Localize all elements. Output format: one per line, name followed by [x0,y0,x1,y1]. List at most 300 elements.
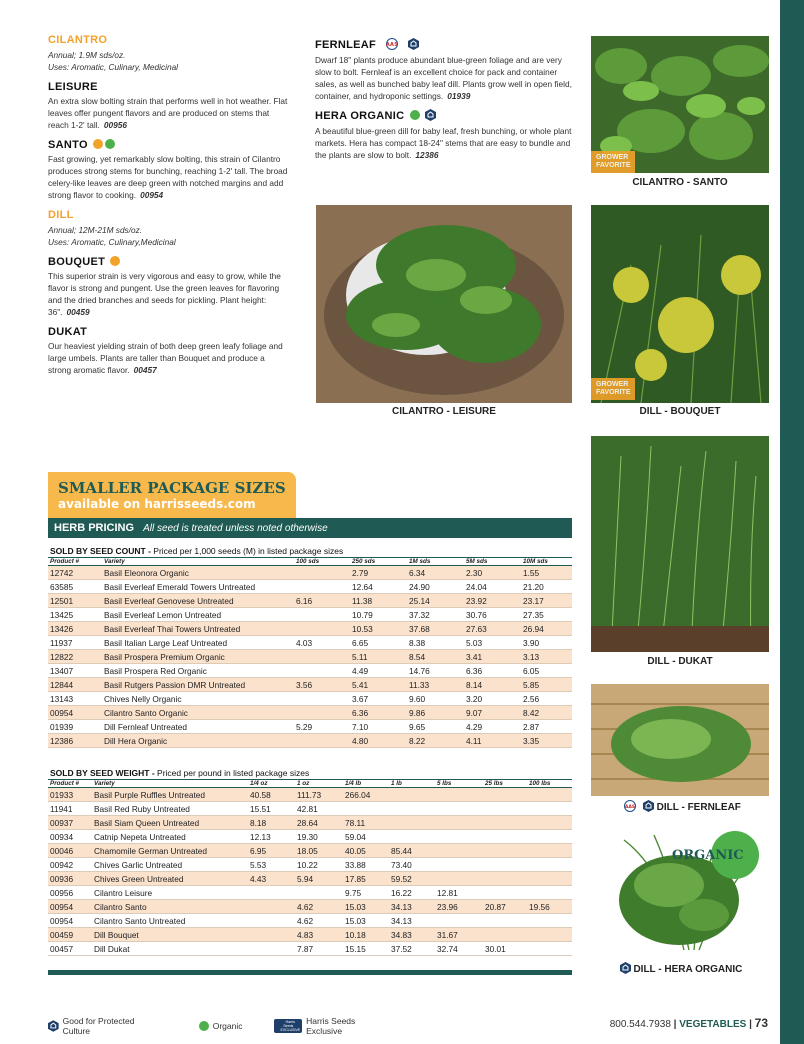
caption-dill-dukat: DILL - DUKAT [647,656,713,667]
grower-favorite-line1: GROWER [596,381,629,388]
table-cell: 2.56 [521,692,572,706]
table-cell: 00937 [48,816,92,830]
table-cell: 00954 [48,914,92,928]
table-cell: 15.51 [248,802,295,816]
protected-culture-icon [643,800,654,812]
table-cell [435,858,483,872]
dukat-code: 00457 [133,365,157,375]
table-cell: Dill Bouquet [92,928,248,942]
table-cell: Cilantro Santo [92,900,248,914]
table-row [48,678,572,692]
table-cell [527,830,572,844]
table-cell: 23.96 [435,900,483,914]
legend-organic [199,1021,243,1031]
table-cell [294,608,350,622]
table-cell: 17.85 [343,872,389,886]
table-row [48,720,572,734]
table-cell: 9.65 [407,720,464,734]
dill-info-line2: Uses: Aromatic, Culinary,Medicinal [48,237,176,247]
table-cell: Chamomile German Untreated [92,844,248,858]
table-cell: 85.44 [389,844,435,858]
table-cell: 37.52 [389,942,435,956]
table-cell [294,566,350,580]
table-row [48,858,572,872]
hera-description [315,125,573,161]
table-cell: 20.87 [483,900,527,914]
table-cell: 73.40 [389,858,435,872]
table-cell: 8.42 [521,706,572,720]
table-cell: 13426 [48,622,102,636]
table-cell [483,914,527,928]
table-cell: Basil Purple Ruffles Untreated [92,788,248,802]
table-cell: 16.22 [389,886,435,900]
table-cell: 00459 [48,928,92,942]
legend-exclusive-label: Harris Seeds Exclusive [306,1016,356,1036]
table-cell: 15.03 [343,914,389,928]
dukat-name: DUKAT [48,326,88,338]
table-cell: 9.75 [343,886,389,900]
table-cell: 24.90 [407,580,464,594]
table-cell: Basil Eleonora Organic [102,566,294,580]
grower-favorite-line2: FAVORITE [596,389,631,396]
leisure-name: LEISURE [48,81,98,93]
table-row [48,886,572,900]
table-cell: Chives Nelly Organic [102,692,294,706]
santo-name: SANTO [48,139,88,151]
table-cell: 6.16 [294,594,350,608]
table-cell [483,802,527,816]
table-cell: 13407 [48,664,102,678]
bouquet-heading [48,256,288,268]
table-cell: 3.20 [464,692,521,706]
table-cell: 3.56 [294,678,350,692]
grower-favorite-dot-icon [110,256,120,266]
page-edge-bar [780,0,804,1044]
table-cell [527,788,572,802]
table-cell: 13425 [48,608,102,622]
table-cell [435,844,483,858]
weight-header-cell: 1 lb [389,780,435,788]
table-bottom-rule [48,970,572,975]
photo-dill-fernleaf [591,684,769,796]
cilantro-info-line1: Annual; 1.9M sds/oz. [48,50,126,60]
table-cell: Basil Everleaf Emerald Towers Untreated [102,580,294,594]
table-cell: 42.81 [295,802,343,816]
bouquet-code: 00459 [66,307,90,317]
photo-cilantro-leisure [316,205,572,403]
count-header-cell: Variety [102,558,294,566]
table-row [48,706,572,720]
table-cell: 4.43 [248,872,295,886]
table-cell: 12.64 [350,580,407,594]
table-cell: 9.07 [464,706,521,720]
table-cell [294,664,350,678]
seed-count-table [48,557,572,748]
table-cell [294,622,350,636]
table-cell: Basil Siam Queen Untreated [92,816,248,830]
table-cell [435,802,483,816]
count-header-cell: 250 sds [350,558,407,566]
table-cell [248,914,295,928]
table-cell [483,872,527,886]
table-cell [435,788,483,802]
table-cell: 8.14 [464,678,521,692]
santo-heading [48,139,288,151]
table-cell: 3.35 [521,734,572,748]
table-cell: 10.18 [343,928,389,942]
table-row [48,566,572,580]
fernleaf-code: 01939 [447,91,471,101]
bouquet-desc-text: This superior strain is very vigorous and easy to grow, while the flavor is strong and pungent. Use the green leaves for flavoring and the dried branches and seeds for pickling. Plant height: 36". [48,271,281,317]
table-cell: 25.14 [407,594,464,608]
table-cell [483,886,527,900]
table-cell: 00954 [48,900,92,914]
footer-page-number: 73 [754,1016,768,1030]
table-cell [435,816,483,830]
caption-dill-bouquet: DILL - BOUQUET [639,406,721,417]
table-cell: 34.13 [389,900,435,914]
protected-culture-icon [425,109,436,121]
table-cell [435,914,483,928]
legend-exclusive [270,1016,390,1036]
table-cell: 12742 [48,566,102,580]
table-cell: 32.74 [435,942,483,956]
table-cell: 40.05 [343,844,389,858]
caption-dill-fernleaf: DILL - FERNLEAF [656,802,741,813]
table-cell: 15.15 [343,942,389,956]
table-cell: 4.11 [464,734,521,748]
table-cell: 23.92 [464,594,521,608]
table-cell: 5.11 [350,650,407,664]
weight-header-cell: 100 lbs [527,780,572,788]
table-row [48,844,572,858]
santo-desc-text: Fast growing, yet remarkably slow bolting, this strain of Cilantro produces strong stems for bunching, reaching 1-2' tall. The broad celery-like leaves are deep green with notched margins and add strong flavor to cooking. [48,154,288,200]
table-cell: 59.52 [389,872,435,886]
table-cell: 24.04 [464,580,521,594]
table-cell: 12.13 [248,830,295,844]
table-cell: 5.85 [521,678,572,692]
count-header-cell: 10M sds [521,558,572,566]
table-cell: 12822 [48,650,102,664]
table-cell: 37.68 [407,622,464,636]
table-cell [294,580,350,594]
weight-header-cell: 5 lbs [435,780,483,788]
table-cell [527,858,572,872]
fernleaf-description [315,54,573,102]
table-cell: 8.38 [407,636,464,650]
fernleaf-heading [315,38,573,51]
table-cell: 12.81 [435,886,483,900]
table-cell: 27.35 [521,608,572,622]
svg-text:AAS: AAS [386,42,399,48]
dukat-description [48,340,288,376]
table-cell [343,802,389,816]
table-cell: 30.01 [483,942,527,956]
table-cell: 3.41 [464,650,521,664]
table-cell: 34.13 [389,914,435,928]
table-cell [483,816,527,830]
table-cell: 6.34 [407,566,464,580]
table-cell: Basil Everleaf Genovese Untreated [102,594,294,608]
table-cell: Basil Everleaf Thai Towers Untreated [102,622,294,636]
table-cell: Chives Garlic Untreated [92,858,248,872]
table-cell: 4.03 [294,636,350,650]
table-cell [527,886,572,900]
table-cell [435,830,483,844]
grower-favorite-badge [591,378,635,400]
table-cell: Basil Everleaf Lemon Untreated [102,608,294,622]
seed-count-table-title [50,546,343,556]
organic-dot-icon [410,110,420,120]
table-cell: 00046 [48,844,92,858]
table-cell: 8.22 [407,734,464,748]
table-cell: 4.29 [464,720,521,734]
table-row [48,816,572,830]
table-row [48,802,572,816]
table-cell: 6.95 [248,844,295,858]
table-cell: 11.33 [407,678,464,692]
table-cell: 00936 [48,872,92,886]
table-cell [294,734,350,748]
table-cell [248,928,295,942]
dill-info-line1: Annual; 12M-21M sds/oz. [48,225,143,235]
table-cell: 266.04 [343,788,389,802]
table-cell: 1.55 [521,566,572,580]
table-cell: 5.53 [248,858,295,872]
table-cell: 33.88 [343,858,389,872]
table-cell: Dill Fernleaf Untreated [102,720,294,734]
table-cell [483,844,527,858]
exclusive-badge-line2: EXCLUSIVE [280,1028,301,1032]
svg-text:AAS: AAS [624,805,636,810]
dill-heading: DILL [48,209,74,221]
table-cell: 19.56 [527,900,572,914]
herb-pricing-bar [48,518,572,538]
table-cell: 00954 [48,706,102,720]
table-cell: 5.94 [295,872,343,886]
seed-count-title-rest: Priced per 1,000 seeds (M) in listed package sizes [153,546,344,556]
table-cell [294,692,350,706]
table-cell: 10.79 [350,608,407,622]
smaller-package-promo [48,472,296,518]
table-cell [527,914,572,928]
table-row [48,664,572,678]
table-cell: 18.05 [295,844,343,858]
weight-header-cell: 1/4 lb [343,780,389,788]
table-cell: 3.67 [350,692,407,706]
table-cell: 59.04 [343,830,389,844]
table-row [48,734,572,748]
table-cell [483,830,527,844]
table-row [48,580,572,594]
protected-culture-icon [408,38,419,50]
table-cell: 8.18 [248,816,295,830]
table-cell [527,816,572,830]
organic-dot-icon [105,139,115,149]
table-cell: 31.67 [435,928,483,942]
hera-heading [315,109,573,122]
table-cell: 10.53 [350,622,407,636]
cilantro-heading: CILANTRO [48,34,108,46]
table-cell: 15.03 [343,900,389,914]
table-cell [389,816,435,830]
table-cell: Basil Prospera Red Organic [102,664,294,678]
table-cell: 37.32 [407,608,464,622]
table-cell: 28.64 [295,816,343,830]
table-cell: 2.79 [350,566,407,580]
santo-description [48,153,288,201]
table-row [48,942,572,956]
table-cell: 01933 [48,788,92,802]
table-row [48,594,572,608]
weight-header-cell: Product # [48,780,92,788]
leisure-description [48,95,288,131]
table-cell: 26.94 [521,622,572,636]
table-row [48,928,572,942]
bouquet-name: BOUQUET [48,256,106,268]
table-cell: Catnip Nepeta Untreated [92,830,248,844]
table-cell [527,942,572,956]
table-cell: 00457 [48,942,92,956]
table-cell: Basil Prospera Premium Organic [102,650,294,664]
seed-weight-title-bold: SOLD BY SEED WEIGHT - [50,768,158,778]
table-row [48,622,572,636]
table-cell: Dill Dukat [92,942,248,956]
table-cell: 78.11 [343,816,389,830]
table-row [48,608,572,622]
table-cell: 7.10 [350,720,407,734]
grower-favorite-dot-icon [93,139,103,149]
table-cell: 4.83 [295,928,343,942]
aas-winner-icon [382,38,402,50]
table-cell [294,650,350,664]
promo-title: SMALLER PACKAGE SIZES [58,479,286,497]
seed-weight-title-rest: Priced per pound in listed package sizes [157,768,310,778]
table-cell: 4.62 [295,900,343,914]
table-cell: 6.36 [350,706,407,720]
exclusive-badge-icon [274,1019,302,1033]
table-cell: 2.87 [521,720,572,734]
leisure-code: 00956 [103,120,127,130]
seed-count-title-bold: SOLD BY SEED COUNT - [50,546,154,556]
table-cell: 5.29 [294,720,350,734]
herb-pricing-title: HERB PRICING [54,522,135,534]
fernleaf-name: FERNLEAF [315,39,377,51]
table-row [48,914,572,928]
table-row [48,872,572,886]
table-cell [294,706,350,720]
table-cell: 30.76 [464,608,521,622]
table-cell: 2.30 [464,566,521,580]
exclusive-badge-line1: Harris Seeds [283,1020,295,1028]
table-cell: Basil Red Ruby Untreated [92,802,248,816]
table-cell: 3.13 [521,650,572,664]
footer-page-info: 800.544.7938 | VEGETABLES | 73 [609,1016,768,1030]
hera-desc-text: A beautiful blue-green dill for baby leaf, fresh bunching, or whole plant markets. Hera has compact 18-24" stems that are easy to bundle and the plants are slow to bolt. [315,126,572,160]
table-cell: 5.03 [464,636,521,650]
table-cell: 8.54 [407,650,464,664]
table-cell [483,788,527,802]
table-row [48,692,572,706]
table-row [48,900,572,914]
caption-dill-hera: DILL - HERA ORGANIC [633,964,743,975]
promo-subtitle: available on harrisseeds.com [58,497,256,511]
cilantro-info-line2: Uses: Aromatic, Culinary, Medicinal [48,62,179,72]
table-cell: 4.80 [350,734,407,748]
caption-dill-fernleaf-row [591,800,769,813]
table-cell [389,830,435,844]
table-cell: Cilantro Santo Organic [102,706,294,720]
table-cell: Cilantro Leisure [92,886,248,900]
weight-header-cell: 1/4 oz [248,780,295,788]
cilantro-info [48,49,288,73]
seed-weight-table-title [50,768,309,778]
table-cell: 19.30 [295,830,343,844]
table-cell: 01939 [48,720,102,734]
weight-header-cell: 1 oz [295,780,343,788]
table-cell [389,788,435,802]
caption-cilantro-leisure: CILANTRO - LEISURE [392,406,496,417]
table-cell: 11937 [48,636,102,650]
photo-dill-bouquet [591,205,769,403]
count-header-cell: 1M sds [407,558,464,566]
table-cell [527,802,572,816]
table-cell: 9.60 [407,692,464,706]
table-cell: 40.58 [248,788,295,802]
count-header-cell: Product # [48,558,102,566]
table-cell [295,886,343,900]
table-cell: 00942 [48,858,92,872]
hera-code: 12386 [415,150,439,160]
count-header-cell: 5M sds [464,558,521,566]
table-cell: Basil Italian Large Leaf Untreated [102,636,294,650]
weight-header-cell: 25 lbs [483,780,527,788]
grower-favorite-badge [591,151,635,173]
santo-code: 00954 [140,190,164,200]
photo-dill-dukat [591,436,769,652]
table-cell [248,900,295,914]
table-cell: 14.76 [407,664,464,678]
table-cell: 00956 [48,886,92,900]
protected-culture-icon [620,962,631,974]
table-cell: 23.17 [521,594,572,608]
table-cell [435,872,483,886]
weight-header-cell: Variety [92,780,248,788]
table-cell [527,872,572,886]
left-column [48,34,288,376]
dill-info [48,224,288,248]
table-cell: 11941 [48,802,92,816]
table-cell: Basil Rutgers Passion DMR Untreated [102,678,294,692]
table-cell: 21.20 [521,580,572,594]
organic-badge-label: ORGANIC [672,848,744,863]
table-row [48,636,572,650]
table-cell [248,886,295,900]
leisure-desc-text: An extra slow bolting strain that performs well in hot weather. Flat leaves offer pungent flavors and are produced on stems that reach 1-2' tall. [48,96,288,130]
fernleaf-desc-text: Dwarf 18" plants produce abundant blue-green foliage and are very slow to bolt. Fernleaf is an excellent choice for pack and container sales, as well as bunched baby leaf dill. Plants grow well in open field, container, and hydroponic settings. [315,55,572,101]
legend-organic-label: Organic [212,1021,243,1031]
footer-legend [48,1016,408,1036]
hera-name: HERA ORGANIC [315,110,405,122]
table-cell [483,928,527,942]
dukat-desc-text: Our heaviest yielding strain of both deep green leafy foliage and large umbels. Plants are taller than Bouquet and produce a strong aromatic flavor. [48,341,283,375]
table-cell: 6.65 [350,636,407,650]
table-cell: Chives Green Untreated [92,872,248,886]
table-cell: 27.63 [464,622,521,636]
table-cell: 11.38 [350,594,407,608]
caption-dill-hera-row [591,962,769,975]
table-cell: 13143 [48,692,102,706]
